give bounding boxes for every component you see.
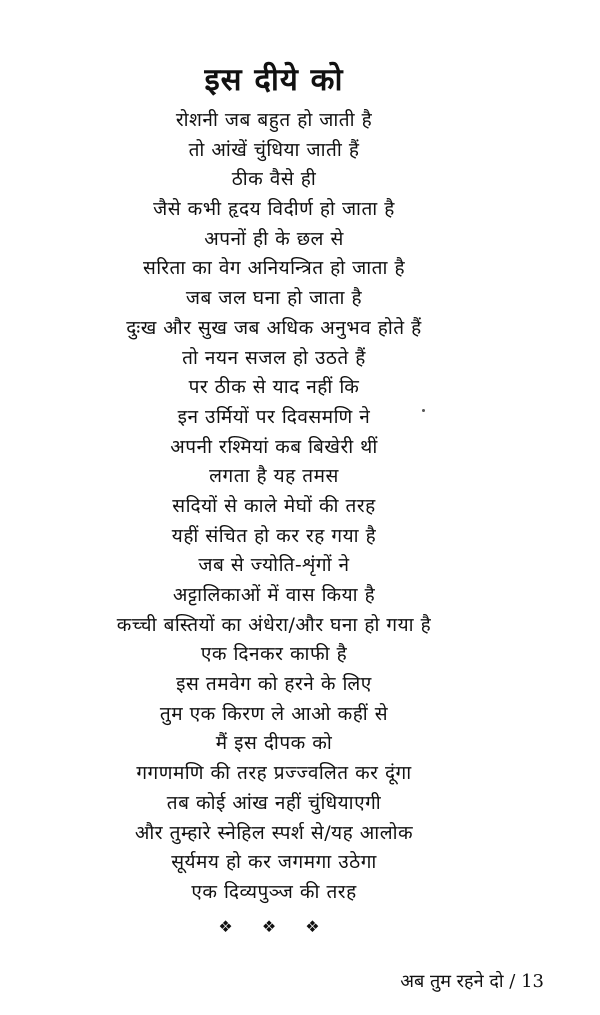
poem-line: जब जल घना हो जाता है xyxy=(185,287,363,310)
poem-line: सदियों से काले मेघों की तरह xyxy=(172,494,376,517)
diamond-ornament-icon: ❖ xyxy=(218,917,233,936)
poem-line: गगणमणि की तरह प्रज्ज्वलित कर दूंगा xyxy=(136,762,412,785)
poem-line: एक दिव्यपुञ्ज की तरह xyxy=(191,880,357,903)
page-footer xyxy=(400,968,544,996)
poem-body xyxy=(0,106,548,908)
poem-line: यहीं संचित हो कर रह गया है xyxy=(171,524,377,547)
poem-line: अपनों ही के छल से xyxy=(204,227,344,250)
poem-line: तो नयन सजल हो उठते हैं xyxy=(182,346,366,369)
poem-line: जब से ज्योति-शृंगों ने xyxy=(198,554,350,577)
poem-line: लगता है यह तमस xyxy=(209,465,339,488)
poem-line: मैं इस दीपक को xyxy=(215,732,333,755)
poem-line: पर ठीक से याद नहीं कि xyxy=(188,376,360,399)
poem-line: ठीक वैसे ही xyxy=(231,168,317,191)
poem-line: सरिता का वेग अनियन्त्रित हो जाता है xyxy=(142,257,406,280)
poem-line: तुम एक किरण ले आओ कहीं से xyxy=(159,702,389,725)
print-speck xyxy=(422,409,425,412)
poem-line: दुःख और सुख जब अधिक अनुभव होते हैं xyxy=(126,316,422,339)
page-number: 13 xyxy=(521,971,544,992)
poem-line: सूर्यमय हो कर जगमगा उठेगा xyxy=(171,851,377,874)
poem-line: तो आंखें चुंधिया जाती हैं xyxy=(188,138,360,161)
poem-line: अट्टालिकाओं में वास किया है xyxy=(172,584,376,606)
diamond-ornament-icon: ❖ xyxy=(305,917,320,936)
poem-line: इन उर्मियों पर दिवसमणि ने xyxy=(177,405,371,428)
diamond-ornament-icon: ❖ xyxy=(261,917,277,936)
poem-line: जैसे कभी हृदय विदीर्ण हो जाता है xyxy=(153,198,395,221)
poem-line: रोशनी जब बहुत हो जाती है xyxy=(175,109,373,131)
poem-line: तब कोई आंख नहीं चुंधियाएगी xyxy=(166,791,382,814)
running-book-title: अब तुम रहने दो xyxy=(400,971,504,992)
poem-line: और तुम्हारे स्नेहिल स्पर्श से/यह आलोक xyxy=(134,821,414,844)
ornament-divider xyxy=(0,914,538,940)
poem-line: एक दिनकर काफी है xyxy=(200,643,348,666)
poem-title: इस दीये को xyxy=(204,62,344,98)
poem-line: अपनी रश्मियां कब बिखेरी थीं xyxy=(170,435,378,458)
poem-line: कच्ची बस्तियों का अंधेरा/और घना हो गया है xyxy=(116,613,432,636)
footer-separator: / xyxy=(509,971,516,992)
poem-line: इस तमवेग को हरने के लिए xyxy=(176,673,372,696)
